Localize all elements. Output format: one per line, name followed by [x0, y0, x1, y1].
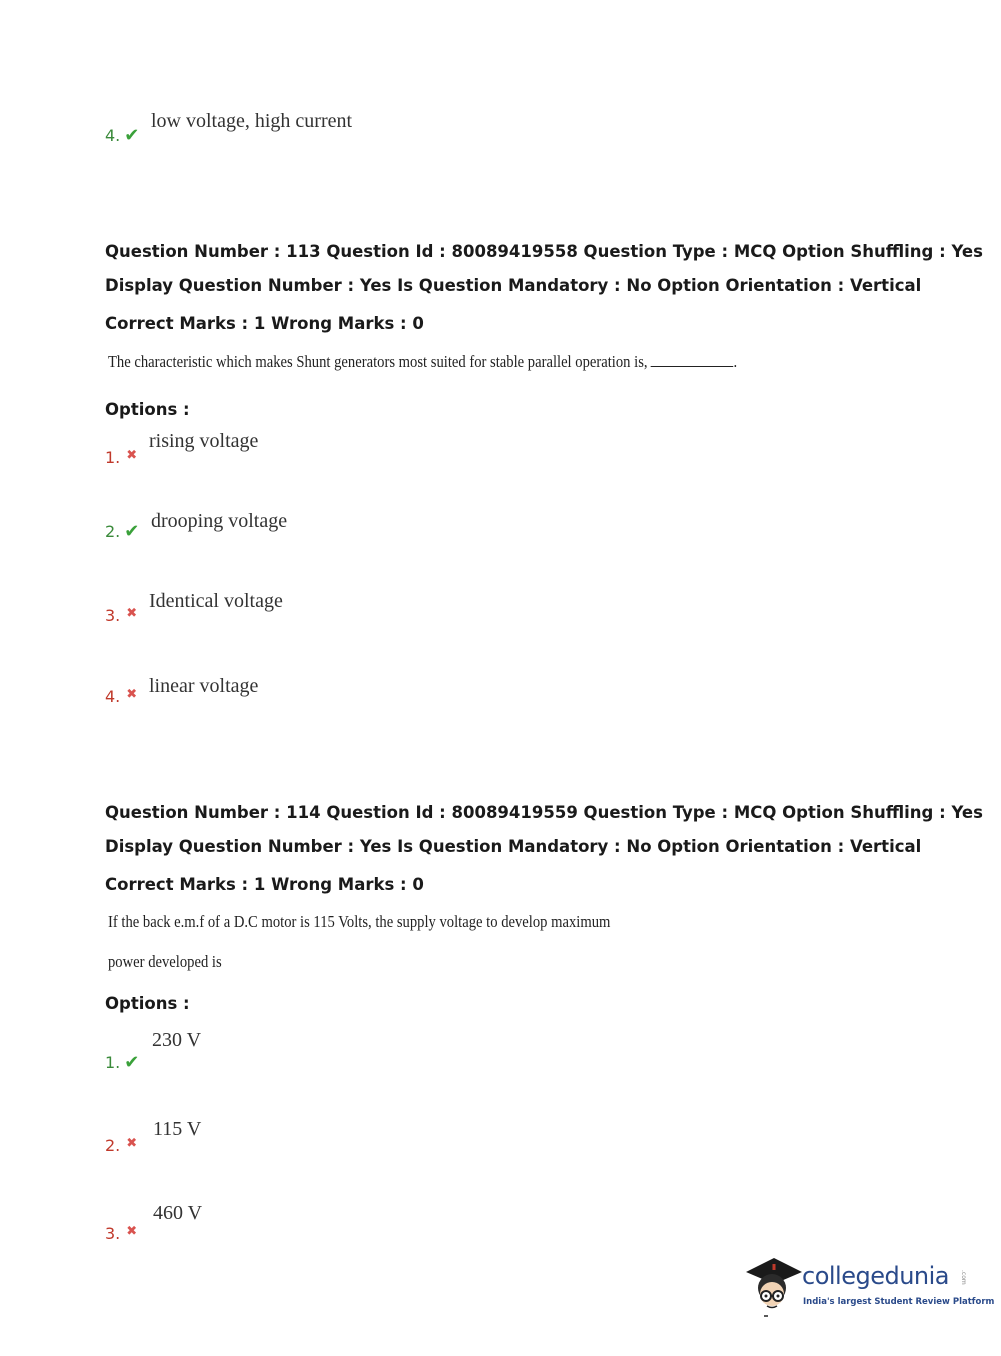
logo-wordmark: collegedunia — [802, 1262, 950, 1290]
logo-suffix: .com — [960, 1270, 967, 1285]
option-text: 115 V — [153, 1118, 202, 1140]
question-text: The characteristic which makes Shunt generators most suited for stable parallel operation is, . — [108, 352, 738, 371]
option-text: 230 V — [152, 1029, 202, 1051]
question-text: power developed is — [108, 952, 222, 971]
question-meta: Question Number : 114 Question Id : 80089419559 Question Type : MCQ Option Shuffling : Yes — [105, 803, 983, 822]
question-marks: Correct Marks : 1 Wrong Marks : 0 — [105, 314, 424, 333]
option-text: low voltage, high current — [151, 110, 353, 132]
option-number: 4. ✔ — [105, 125, 140, 146]
question-meta: Display Question Number : Yes Is Question Mandatory : No Option Orientation : Vertical — [105, 837, 922, 856]
option-number: 3. ✖ — [105, 606, 138, 625]
options-label: Options : — [105, 400, 190, 419]
option-number: 4. ✖ — [105, 687, 138, 706]
logo-tagline: India's largest Student Review Platform — [803, 1297, 995, 1307]
question-marks: Correct Marks : 1 Wrong Marks : 0 — [105, 875, 424, 894]
check-icon: ✔ — [124, 125, 140, 146]
check-icon: ✔ — [124, 521, 140, 542]
option-number: 2. ✖ — [105, 1136, 138, 1155]
cross-icon: ✖ — [126, 448, 138, 463]
question-text: If the back e.m.f of a D.C motor is 115 Volts, the supply voltage to develop maximum — [108, 912, 611, 931]
cross-icon: ✖ — [126, 1224, 138, 1239]
cross-icon: ✖ — [126, 606, 138, 621]
question-meta: Question Number : 113 Question Id : 80089419558 Question Type : MCQ Option Shuffling : Yes — [105, 242, 983, 261]
option-number: 2. ✔ — [105, 521, 140, 542]
option-number: 1. ✖ — [105, 448, 138, 467]
cross-icon: ✖ — [126, 1136, 138, 1151]
option-text: rising voltage — [149, 430, 259, 452]
mascot-icon — [742, 1250, 804, 1320]
question-meta: Display Question Number : Yes Is Question Mandatory : No Option Orientation : Vertical — [105, 276, 922, 295]
collegedunia-logo[interactable] — [742, 1250, 995, 1320]
option-number: 1. ✔ — [105, 1052, 140, 1073]
options-label: Options : — [105, 994, 190, 1013]
cross-icon: ✖ — [126, 687, 138, 702]
option-text: linear voltage — [149, 675, 259, 697]
answer-blank — [651, 366, 734, 367]
check-icon: ✔ — [124, 1052, 140, 1073]
option-text: 460 V — [153, 1202, 203, 1224]
option-text: Identical voltage — [149, 590, 283, 612]
option-number: 3. ✖ — [105, 1224, 138, 1243]
option-text: drooping voltage — [151, 510, 288, 532]
